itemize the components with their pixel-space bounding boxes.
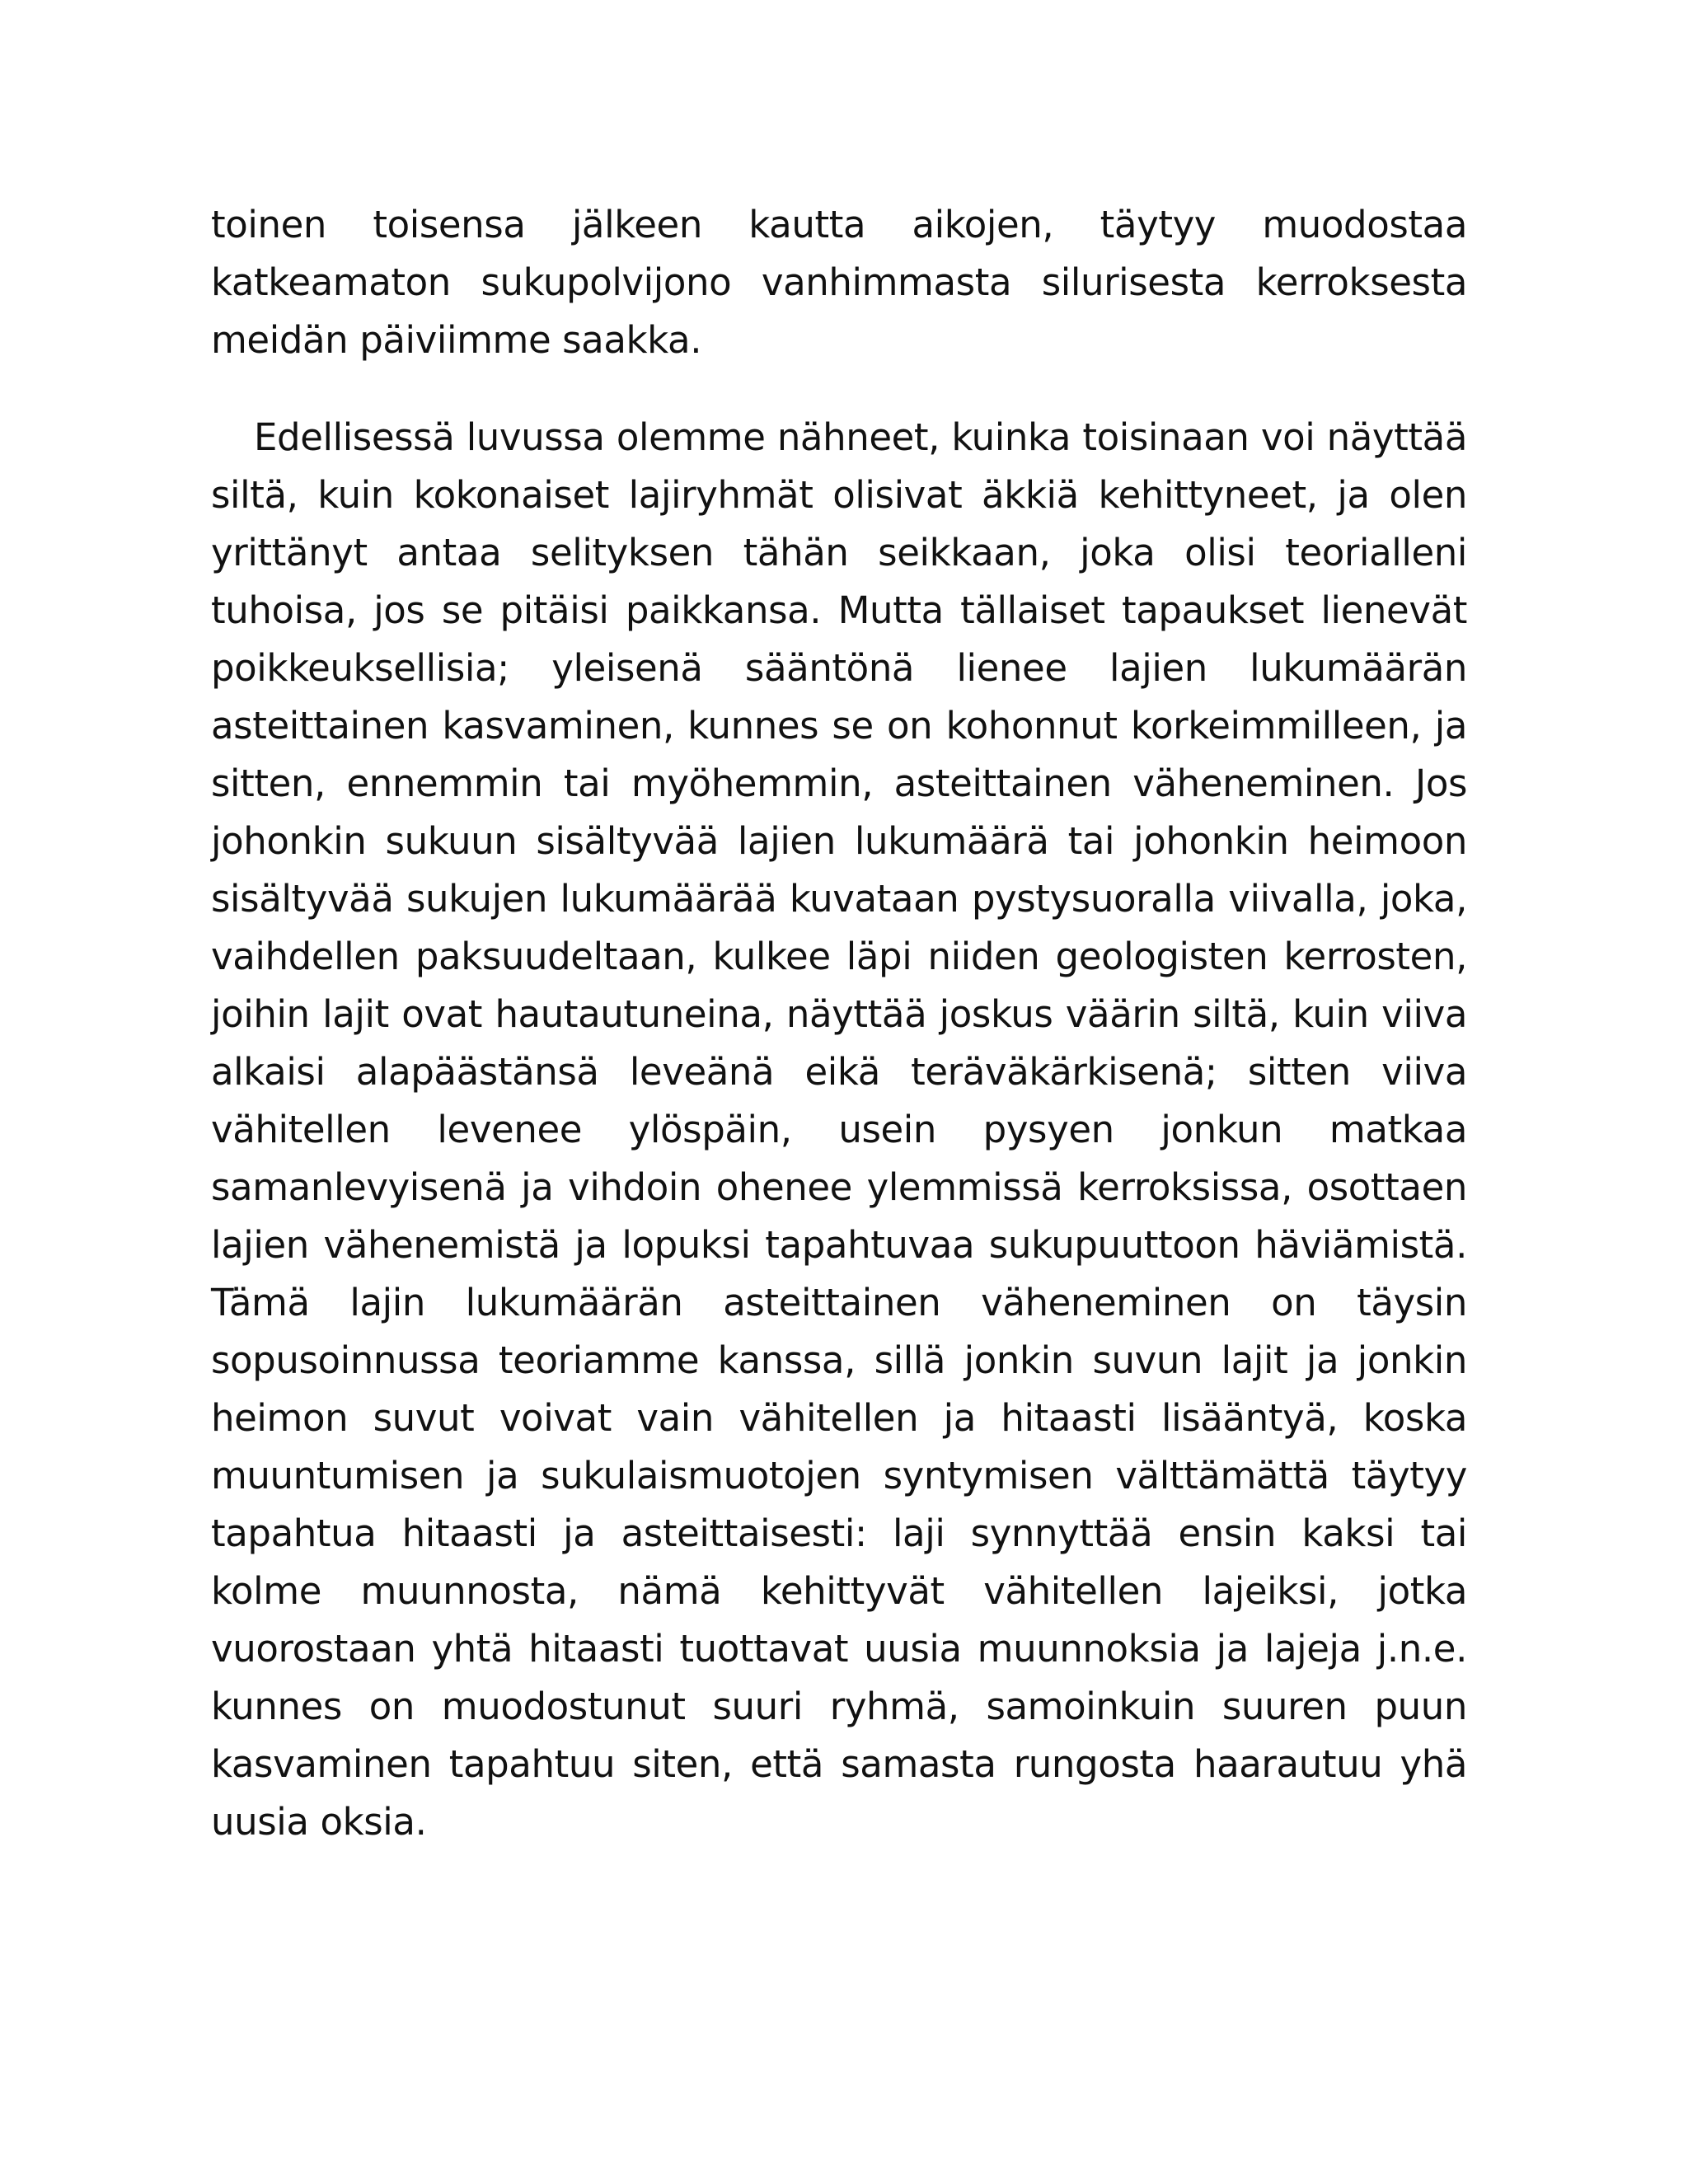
paragraph-continuation: toinen toisensa jälkeen kautta aikojen, täytyy muodostaa katkeamaton sukupolvijono vanhimmasta silurisesta kerroksesta meidän päiviimme saakka. [211,203,1467,362]
paragraph-main: Edellisessä luvussa olemme nähneet, kuinka toisinaan voi näyttää siltä, kuin kokonaiset lajiryhmät olisivat äkkiä kehittyneet, ja olen yrittänyt antaa selityksen tähän seikkaan, joka olisi teorialleni tuhoisa, jos se pitäisi paikkansa. Mutta tällaiset tapaukset lienevät poikkeuksellisia; yleisenä sääntönä lienee lajien lukumäärän asteittainen kasvaminen, kunnes se on kohonnut korkeimmilleen, ja sitten, ennemmin tai myöhemmin, asteittainen väheneminen. Jos johonkin sukuun sisältyvää lajien lukumäärä tai johonkin heimoon sisältyvää sukujen lukumäärää kuvataan pystysuoralla viivalla, joka, vaihdellen paksuudeltaan, kulkee läpi niiden geologisten kerrosten, joihin lajit ovat hautautuneina, näyttää joskus väärin siltä, kuin viiva alkaisi alapäästänsä leveänä eikä teräväkärkisenä; sitten viiva vähitellen levenee ylöspäin, usein pysyen jonkun matkaa samanlevyisenä ja vihdoin ohenee ylemmissä kerroksissa, osottaen lajien vähenemistä ja lopuksi tapahtuvaa sukupuuttoon häviämistä. Tämä lajin lukumäärän asteittainen väheneminen on täysin sopusoinnussa teoriamme kanssa, sillä jonkin suvun lajit ja jonkin heimon suvut voivat vain vähitellen ja hitaasti lisääntyä, koska muuntumisen ja sukulaismuotojen syntymisen välttämättä täytyy tapahtua hitaasti ja asteittaisesti: laji synnyttää ensin kaksi tai kolme muunnosta, nämä kehittyvät vähitellen lajeiksi, jotka vuorostaan yhtä hitaasti tuottavat uusia muunnoksia ja lajeja j.n.e. kunnes on muodostunut suuri ryhmä, samoinkuin suuren puun kasvaminen tapahtuu siten, että samasta rungosta haarautuu yhä uusia oksia. [211,415,1467,1844]
body-text [211,196,1467,1851]
